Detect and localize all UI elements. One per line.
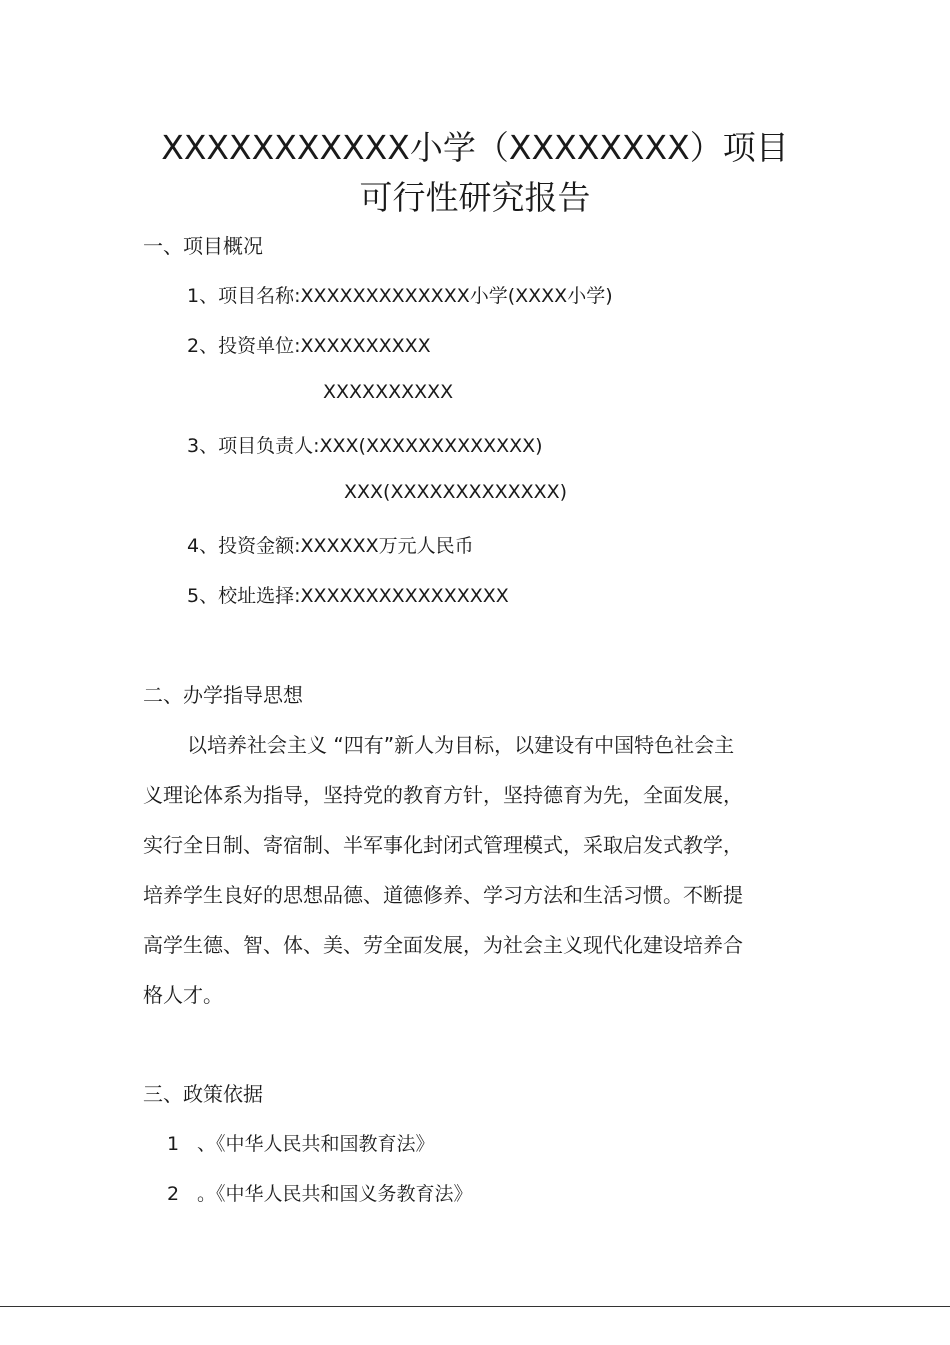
item-label: 、项目负责人 <box>199 435 314 457</box>
item-text: 。《中华人民共和国义务教育法》 <box>197 1183 473 1205</box>
overview-item-investor-continued: XXXXXXXXXX <box>323 381 454 403</box>
section-heading-guiding-philosophy: 二、办学指导思想 <box>143 683 303 707</box>
overview-item-project-name <box>187 281 613 308</box>
item-number: 4 <box>187 535 200 557</box>
document-title-line1: XXXXXXXXXXX小学（XXXXXXXX）项目 <box>161 128 789 167</box>
document-title-line2: 可行性研究报告 <box>359 178 591 217</box>
item-value: :XXXXXX万元人民币 <box>294 535 474 557</box>
item-value: :XXX(XXXXXXXXXXXXX) <box>313 435 543 457</box>
paragraph-line: 义理论体系为指导，坚持党的教育方针，坚持德育为先，全面发展， <box>143 783 743 807</box>
paragraph-line: 培养学生良好的思想品德、道德修养、学习方法和生活习惯。不断提 <box>143 883 743 907</box>
paragraph-line: 格人才。 <box>143 983 223 1007</box>
item-label: 、投资单位 <box>199 335 295 357</box>
item-label: 、项目名称 <box>199 285 295 307</box>
item-number: 2 <box>167 1183 180 1205</box>
item-value: :XXXXXXXXXXXXX小学(XXXX小学) <box>294 285 613 307</box>
item-label: 、校址选择 <box>199 585 295 607</box>
overview-item-investment-amount <box>187 531 474 558</box>
item-number: 2 <box>187 335 200 357</box>
paragraph-line: 高学生德、智、体、美、劳全面发展，为社会主义现代化建设培养合 <box>143 933 743 957</box>
page-footer-divider <box>0 1306 950 1307</box>
overview-item-project-leader-continued: XXX(XXXXXXXXXXXXX) <box>344 481 568 503</box>
item-number: 5 <box>187 585 200 607</box>
item-text: 、《中华人民共和国教育法》 <box>197 1133 435 1155</box>
section-heading-overview: 一、项目概况 <box>143 234 263 258</box>
item-number: 1 <box>187 285 200 307</box>
paragraph-line: 实行全日制、寄宿制、半军事化封闭式管理模式，采取启发式教学， <box>143 833 743 857</box>
item-value: :XXXXXXXXXXXXXXXX <box>294 585 509 607</box>
overview-item-site-selection <box>187 581 509 608</box>
item-value: :XXXXXXXXXX <box>294 335 431 357</box>
item-number: 1 <box>167 1133 180 1155</box>
overview-item-investor <box>187 331 431 358</box>
paragraph-line: 以培养社会主义 “四有”新人为目标，以建设有中国特色社会主 <box>187 733 735 757</box>
item-number: 3 <box>187 435 200 457</box>
section-heading-policy-basis: 三、政策依据 <box>143 1082 263 1106</box>
policy-item-compulsory-education-law <box>167 1179 473 1206</box>
policy-item-education-law <box>167 1129 435 1156</box>
item-label: 、投资金额 <box>199 535 295 557</box>
overview-item-project-leader <box>187 431 543 458</box>
